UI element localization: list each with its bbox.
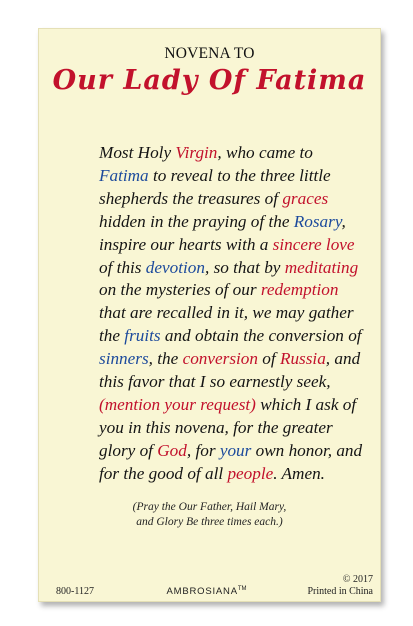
prayer-line bbox=[99, 211, 409, 234]
highlighted-word: sincere love bbox=[272, 234, 355, 254]
highlighted-word: God bbox=[157, 440, 187, 460]
highlighted-word: meditating bbox=[284, 257, 359, 277]
prayer-text-segment: glory of bbox=[99, 440, 158, 460]
prayer-text-segment: , for bbox=[186, 440, 220, 460]
prayer-line bbox=[99, 234, 409, 257]
prayer-text-segment: hidden in the praying of the bbox=[99, 211, 294, 231]
prayer-text-segment: . Amen. bbox=[273, 463, 325, 483]
prayer-text-segment: inspire our hearts with a bbox=[99, 234, 273, 254]
prayer-card bbox=[38, 28, 381, 602]
novena-header: NOVENA TO bbox=[164, 45, 255, 62]
instruction-line-2: and Glory Be three times each.) bbox=[136, 515, 283, 528]
highlighted-word: (mention your request) bbox=[99, 394, 256, 414]
prayer-line bbox=[99, 325, 409, 348]
prayer-text-segment: which I ask of bbox=[255, 394, 357, 414]
highlighted-word: graces bbox=[282, 188, 329, 208]
highlighted-word: Russia bbox=[279, 349, 326, 369]
prayer-text-segment: of this bbox=[99, 257, 146, 277]
prayer-line bbox=[99, 302, 409, 325]
prayer-text-segment: , bbox=[341, 211, 346, 231]
prayer-line bbox=[99, 257, 409, 280]
highlighted-word: fruits bbox=[124, 326, 161, 346]
prayer-line bbox=[99, 417, 409, 440]
brand-label: AMBROSIANA bbox=[166, 586, 238, 598]
printed-in: Printed in China bbox=[307, 585, 373, 597]
prayer-line bbox=[99, 165, 409, 188]
prayer-line bbox=[99, 463, 409, 486]
prayer-text-segment: this favor that I so earnestly seek, bbox=[99, 372, 331, 392]
highlighted-word: people bbox=[227, 463, 274, 483]
highlighted-word: Rosary bbox=[293, 211, 342, 231]
instruction-line-1: (Pray the Our Father, Hail Mary, bbox=[132, 501, 287, 513]
highlighted-word: redemption bbox=[260, 280, 339, 300]
prayer-text-segment: , who came to bbox=[217, 143, 313, 162]
prayer-text bbox=[99, 142, 409, 486]
prayer-line bbox=[99, 188, 409, 211]
highlighted-word: Fatima bbox=[99, 165, 149, 185]
prayer-instruction bbox=[39, 500, 380, 529]
product-code: 800-1127 bbox=[56, 586, 94, 597]
prayer-text-segment: Most Holy bbox=[99, 143, 176, 162]
prayer-text-segment: that are recalled in it, we may gather bbox=[99, 303, 354, 323]
copyright-year: © 2017 bbox=[342, 574, 373, 585]
prayer-text-segment: , and bbox=[325, 349, 361, 369]
prayer-text-segment: own honor, and bbox=[251, 440, 363, 460]
highlighted-word: sinners bbox=[99, 349, 149, 369]
prayer-line bbox=[99, 279, 409, 302]
card-title: Our Lady Of Fatima bbox=[52, 65, 367, 96]
prayer-line bbox=[99, 394, 409, 417]
prayer-line bbox=[99, 142, 409, 165]
prayer-line bbox=[99, 371, 409, 394]
prayer-text-segment: you in this novena, for the greater bbox=[99, 417, 333, 437]
trademark-mark: TM bbox=[237, 586, 247, 592]
copyright-block bbox=[307, 574, 373, 597]
prayer-line bbox=[99, 348, 409, 371]
prayer-text-segment: , the bbox=[148, 349, 183, 369]
prayer-text-segment: the bbox=[99, 326, 125, 346]
prayer-text-segment: on the mysteries of our bbox=[99, 280, 261, 300]
prayer-text-segment: and obtain the conversion of bbox=[160, 326, 362, 346]
prayer-line bbox=[99, 440, 409, 463]
prayer-text-segment: to reveal to the three little bbox=[148, 165, 331, 185]
prayer-text-segment: for the good of all bbox=[99, 463, 228, 483]
prayer-text-segment: of bbox=[257, 349, 280, 369]
highlighted-word: Virgin bbox=[175, 143, 218, 162]
highlighted-word: your bbox=[219, 440, 252, 460]
highlighted-word: conversion bbox=[182, 349, 258, 369]
highlighted-word: devotion bbox=[145, 257, 205, 277]
prayer-text-segment: shepherds the treasures of bbox=[99, 188, 283, 208]
prayer-text-segment: , so that by bbox=[204, 257, 285, 277]
